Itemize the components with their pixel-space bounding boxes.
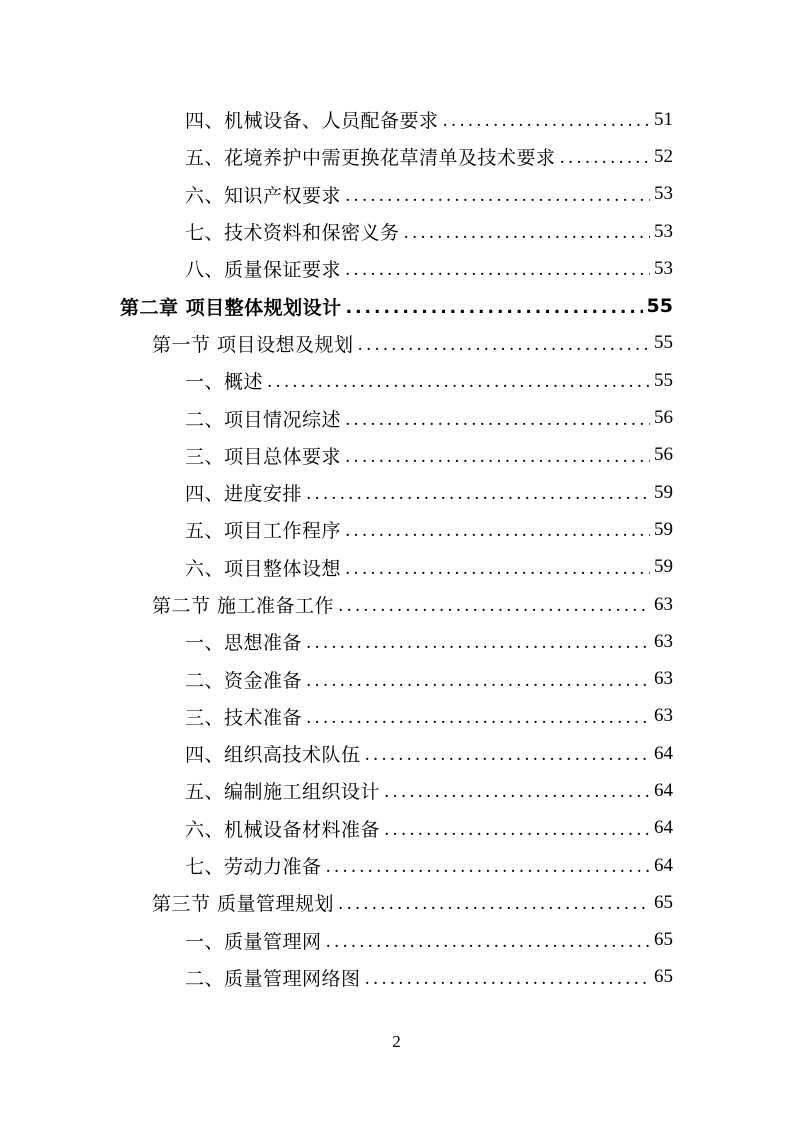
toc-entry[interactable] [0, 810, 793, 847]
toc-entry-title: 七、劳动力准备 [185, 856, 322, 879]
toc-entry[interactable] [0, 176, 793, 213]
toc-entry-title: 第二节 施工准备工作 [152, 595, 335, 617]
toc-entry-page: 63 [654, 668, 673, 690]
toc-leader-dots [384, 784, 650, 801]
toc-leader-dots [326, 859, 650, 876]
toc-entry[interactable] [0, 362, 793, 399]
toc-entry-page: 53 [654, 183, 673, 205]
toc-entry-title: 二、项目情况综述 [185, 408, 342, 431]
toc-entry-title: 一、思想准备 [185, 632, 303, 655]
toc-entry[interactable] [0, 437, 793, 474]
toc-entry-title: 二、资金准备 [185, 669, 303, 692]
toc-entry-page: 55 [654, 369, 673, 391]
toc-leader-dots [267, 374, 650, 391]
toc-leader-dots [346, 300, 643, 317]
toc-entry-page: 65 [654, 966, 673, 988]
toc-leader-dots [345, 412, 650, 429]
toc-entry[interactable] [0, 213, 793, 250]
toc-leader-dots [345, 188, 650, 205]
toc-entry-page: 64 [654, 779, 673, 801]
toc-entry-page: 63 [654, 630, 673, 652]
toc-entry-title: 五、项目工作程序 [185, 520, 342, 543]
toc-entry-title: 第一节 项目设想及规划 [152, 333, 354, 356]
toc-entry-page: 52 [654, 145, 673, 167]
toc-leader-dots [443, 113, 650, 130]
toc-entry[interactable] [0, 847, 793, 884]
toc-entry-title: 五、编制施工组织设计 [185, 781, 381, 804]
toc-entry-title: 五、花境养护中需更换花草清单及技术要求 [185, 147, 556, 170]
toc-entry-page: 64 [654, 854, 673, 876]
page-number: 2 [392, 1032, 401, 1051]
toc-entry-page: 65 [654, 929, 673, 951]
toc-entry[interactable] [0, 959, 793, 996]
toc-entry-title: 三、项目总体要求 [185, 445, 342, 468]
toc-entry-page: 56 [654, 407, 673, 429]
toc-entry-title: 六、知识产权要求 [185, 184, 342, 207]
toc-leader-dots [560, 150, 650, 167]
toc-entry-title: 六、项目整体设想 [185, 557, 342, 580]
toc-entry-title: 一、概述 [185, 371, 264, 394]
toc-leader-dots [358, 337, 650, 354]
toc-entry-page: 59 [654, 556, 673, 578]
toc-leader-dots [338, 598, 650, 615]
table-of-contents [0, 101, 793, 996]
toc-entry-page: 64 [654, 742, 673, 764]
toc-entry[interactable] [0, 474, 793, 511]
toc-entry[interactable] [0, 250, 793, 287]
toc-entry-page: 59 [654, 518, 673, 540]
toc-entry-title: 六、机械设备材料准备 [185, 818, 381, 841]
toc-entry-title: 四、组织高技术队伍 [185, 744, 361, 767]
toc-entry-page: 53 [654, 220, 673, 242]
toc-entry-page: 63 [654, 593, 673, 615]
toc-leader-dots [306, 673, 650, 690]
toc-entry[interactable] [0, 698, 793, 735]
toc-leader-dots [365, 747, 650, 764]
toc-entry[interactable] [0, 511, 793, 548]
toc-entry-title: 一、质量管理网 [185, 930, 322, 953]
toc-entry-page: 65 [654, 891, 673, 913]
toc-leader-dots [345, 449, 650, 466]
toc-entry[interactable] [0, 549, 793, 586]
toc-leader-dots [306, 710, 650, 727]
toc-entry-page: 56 [654, 444, 673, 466]
toc-entry-title: 四、机械设备、人员配备要求 [185, 110, 439, 133]
toc-entry-title: 八、质量保证要求 [185, 259, 342, 282]
toc-entry-title: 三、技术准备 [185, 706, 303, 729]
toc-entry-section[interactable] [0, 586, 793, 623]
toc-entry-page: 55 [646, 295, 673, 318]
toc-leader-dots [345, 523, 650, 540]
toc-entry-page: 63 [654, 705, 673, 727]
toc-entry-page: 53 [654, 257, 673, 279]
toc-entry-page: 55 [654, 332, 673, 354]
toc-entry-page: 51 [654, 108, 673, 130]
toc-entry-page: 59 [654, 481, 673, 503]
toc-entry-title: 第三节 质量管理规划 [152, 893, 335, 916]
toc-entry-chapter[interactable] [0, 287, 793, 324]
toc-entry[interactable] [0, 660, 793, 697]
toc-entry[interactable] [0, 922, 793, 959]
toc-entry-section[interactable] [0, 325, 793, 362]
toc-leader-dots [306, 635, 650, 652]
toc-entry[interactable] [0, 399, 793, 436]
toc-leader-dots [404, 225, 650, 242]
toc-entry[interactable] [0, 772, 793, 809]
toc-leader-dots [345, 262, 650, 279]
toc-entry[interactable] [0, 101, 793, 138]
toc-leader-dots [338, 896, 650, 913]
toc-leader-dots [345, 561, 650, 578]
toc-entry-page: 64 [654, 817, 673, 839]
toc-entry[interactable] [0, 623, 793, 660]
toc-leader-dots [326, 934, 650, 951]
toc-entry[interactable] [0, 138, 793, 175]
toc-entry-title: 七、技术资料和保密义务 [185, 222, 400, 245]
toc-entry[interactable] [0, 735, 793, 772]
toc-leader-dots [384, 822, 650, 839]
toc-leader-dots [365, 971, 650, 988]
toc-entry-title: 第二章 项目整体规划设计 [120, 296, 342, 319]
toc-leader-dots [306, 486, 650, 503]
toc-entry-title: 二、质量管理网络图 [185, 967, 361, 990]
toc-entry-title: 四、进度安排 [185, 483, 303, 506]
toc-entry-section[interactable] [0, 884, 793, 921]
